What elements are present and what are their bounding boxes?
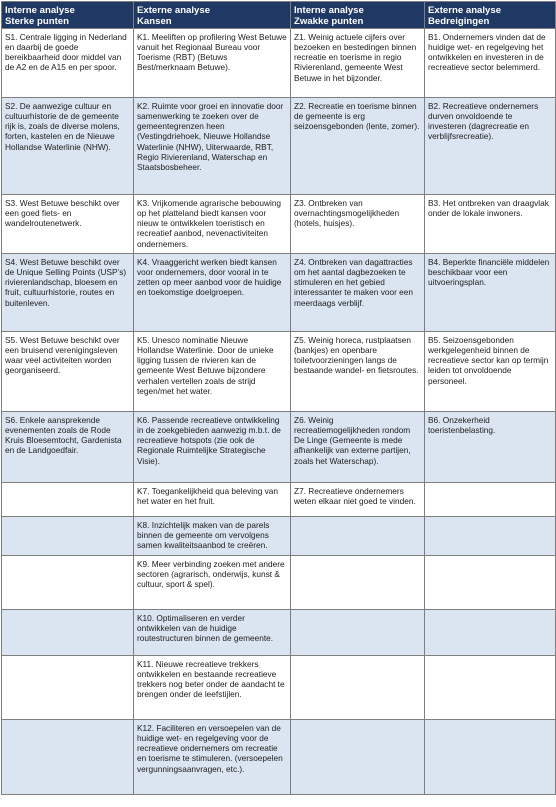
threat-cell [425,556,556,610]
threat-cell: B2. Recreatieve ondernemers durven onvoldoende te investeren (dagrecreatie en verblijfsrecreatie). [425,98,556,195]
strength-cell: S4. West Betuwe beschikt over de Unique Selling Points (USP’s) rivierenlandschap, bloesem en fruit, cultuurhistorie, routes en buitenleven. [2,254,134,332]
threat-cell: B6. Onzekerheid toeristenbelasting. [425,412,556,483]
strength-cell: S6. Enkele aansprekende evenementen zoals de Rode Kruis Bloesemtocht, Gardenista en de Landgoedfair. [2,412,134,483]
header-threats: Externe analyse Bedreigingen [425,2,556,29]
swot-table [1,1,556,795]
strength-cell: S2. De aanwezige cultuur en cultuurhistorie de de gemeente rijk is, zoals de diverse molens, forten, kastelen en de Nieuwe Hollandse Waterlinie (NHW). [2,98,134,195]
table-row [2,720,556,795]
strength-cell [2,556,134,610]
weakness-cell [291,720,425,795]
strength-cell: S1. Centrale ligging in Nederland en daarbij de goede bereikbaarheid door middel van de A2 en de A15 en per spoor. [2,29,134,98]
opportunity-cell: K5. Unesco nominatie Nieuwe Hollandse Waterlinie. Door de unieke ligging tussen de rivieren kan de gemeente West Betuwe bijzondere verhalen vertellen zoals de strijd tegen/met het water. [134,332,291,412]
table-row [2,656,556,720]
strength-cell: S3. West Betuwe beschikt over een goed fiets- en wandelroutenetwerk. [2,195,134,254]
table-row [2,254,556,332]
weakness-cell [291,517,425,556]
table-row [2,556,556,610]
header-row [2,2,556,29]
table-row [2,29,556,98]
threat-cell [425,720,556,795]
weakness-cell: Z3. Ontbreken van overnachtingsmogelijkheden (hotels, huisjes). [291,195,425,254]
opportunity-cell: K9. Meer verbinding zoeken met andere sectoren (agrarisch, onderwijs, kunst & cultuur, sport & spel). [134,556,291,610]
opportunity-cell: K7. Toegankelijkheid qua beleving van het water en het fruit. [134,483,291,517]
weakness-cell: Z4. Ontbreken van dagattracties om het aantal dagbezoeken te stimuleren en het gebied interessanter te maken voor een meerdaags verblijf. [291,254,425,332]
opportunity-cell: K12. Faciliteren en versoepelen van de huidige wet- en regelgeving voor de recreatieve ondernemers om recreatie en toerisme te stimuleren. (versoepelen vergunningsaanvragen, etc.). [134,720,291,795]
weakness-cell: Z1. Weinig actuele cijfers over bezoeken en bestedingen binnen recreatie en toerisme in regio Rivierenland, gemeente West Betuwe in het bijzonder. [291,29,425,98]
opportunity-cell: K2. Ruimte voor groei en innovatie door samenwerking te zoeken over de gemeentegrenzen heen (Vestingdriehoek, Nieuwe Hollandse Waterlinie (NHW), Uiterwaarde, RBT, Regio Rivierenland, Waterschap en Staatsbosbeheer. [134,98,291,195]
strength-cell [2,656,134,720]
weakness-cell: Z7. Recreatieve ondernemers weten elkaar niet goed te vinden. [291,483,425,517]
threat-cell [425,517,556,556]
table-row [2,483,556,517]
opportunity-cell: K6. Passende recreatieve ontwikkeling in de zoekgebieden aanwezig m.b.t. de recreatieve hotspots (zie ook de Regionale Ruimtelijke Strategische Visie). [134,412,291,483]
threat-cell [425,483,556,517]
opportunity-cell: K11. Nieuwe recreatieve trekkers ontwikkelen en bestaande recreatieve trekkers nog beter onder de aandacht te brengen onder de leefstijlen. [134,656,291,720]
weakness-cell [291,556,425,610]
table-row [2,98,556,195]
opportunity-cell: K10. Optimaliseren en verder ontwikkelen van de huidige routestructuren binnen de gemeente. [134,610,291,656]
weakness-cell [291,656,425,720]
strength-cell: S5. West Betuwe beschikt over een bruisend verenigingsleven waar veel activiteiten worden georganiseerd. [2,332,134,412]
threat-cell: B1. Ondernemers vinden dat de huidige wet- en regelgeving het ontwikkelen en investeren in de recreatieve sector belemmerd. [425,29,556,98]
weakness-cell [291,610,425,656]
opportunity-cell: K8. Inzichtelijk maken van de parels binnen de gemeente om vervolgens samen kwaliteitsaanbod te creëren. [134,517,291,556]
header-weaknesses: Interne analyse Zwakke punten [291,2,425,29]
threat-cell: B5. Seizoensgebonden werkgelegenheid binnen de recreatieve sector kan op termijn leiden tot onvoldoende personeel. [425,332,556,412]
strength-cell [2,610,134,656]
weakness-cell: Z5. Weinig horeca, rustplaatsen (bankjes) en openbare toiletvoorzieningen langs de bestaande wandel- en fietsroutes. [291,332,425,412]
header-opportunities: Externe analyse Kansen [134,2,291,29]
threat-cell: B4. Beperkte financiële middelen beschikbaar voor een uitvoeringsplan. [425,254,556,332]
table-row [2,332,556,412]
threat-cell [425,610,556,656]
weakness-cell: Z2. Recreatie en toerisme binnen de gemeente is erg seizoensgebonden (lente, zomer). [291,98,425,195]
opportunity-cell: K1. Meeliften op profilering West Betuwe vanuit het Regionaal Bureau voor Toerisme (RBT) (Betuws Best/merknaam Betuwe). [134,29,291,98]
opportunity-cell: K3. Vrijkomende agrarische bebouwing op het platteland biedt kansen voor nieuw te ontwikkelen toeristisch en recreatief aanbod, nevenactiviteiten ondernemers. [134,195,291,254]
strength-cell [2,483,134,517]
strength-cell [2,517,134,556]
table-row [2,610,556,656]
table-row [2,195,556,254]
threat-cell [425,656,556,720]
strength-cell [2,720,134,795]
weakness-cell: Z6. Weinig recreatiemogelijkheden rondom De Linge (Gemeente is mede afhankelijk van externe partijen, zoals het Waterschap). [291,412,425,483]
header-strengths: Interne analyse Sterke punten [2,2,134,29]
table-row [2,517,556,556]
table-row [2,412,556,483]
threat-cell: B3. Het ontbreken van draagvlak onder de lokale inwoners. [425,195,556,254]
opportunity-cell: K4. Vraaggericht werken biedt kansen voor ondernemers, door vooral in te zetten op meer aanbod voor de huidige en toekomstige doelgroepen. [134,254,291,332]
